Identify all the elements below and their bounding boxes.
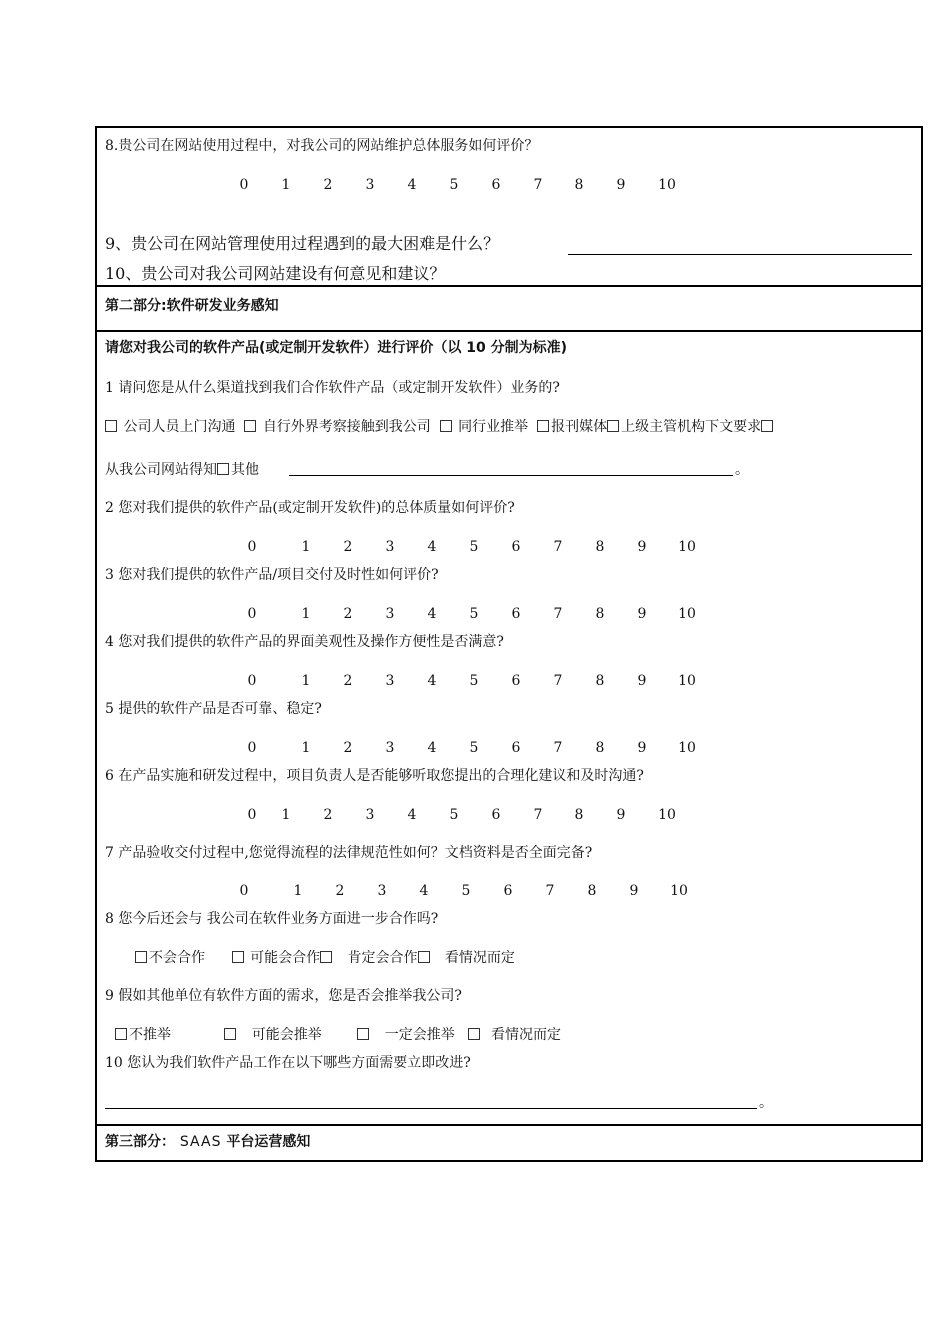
checkbox[interactable] (537, 420, 549, 432)
q9-answer-line[interactable] (568, 254, 912, 255)
option-label: 肯定会合作 (347, 950, 418, 966)
option-label: 其他 (231, 462, 259, 478)
part3-heading (105, 1133, 310, 1151)
checkbox[interactable] (440, 420, 452, 432)
q8-website-maintenance: 8.贵公司在网站使用过程中，对我公司的网站维护总体服务如何评价？ (105, 138, 539, 154)
checkbox[interactable] (320, 951, 332, 963)
rating-option-7[interactable]: 7 (533, 807, 543, 823)
rating-option-5[interactable]: 5 (469, 673, 479, 689)
part3-saas: SAAS (179, 1134, 222, 1150)
part3-prefix: 第三部分： (105, 1134, 175, 1150)
rating-option-9[interactable]: 9 (637, 740, 647, 756)
rating-option-1[interactable]: 1 (301, 673, 311, 689)
p2-q5-reliability: 5 提供的软件产品是否可靠、稳定? (105, 701, 322, 717)
rating-option-6[interactable]: 6 (511, 673, 521, 689)
row-divider (97, 330, 921, 332)
rating-option-8[interactable]: 8 (574, 807, 584, 823)
rating-option-6[interactable]: 6 (491, 177, 501, 193)
rating-option-7[interactable]: 7 (533, 177, 543, 193)
rating-option-7[interactable]: 7 (553, 606, 563, 622)
p2-q7-acceptance: 7 产品验收交付过程中,您觉得流程的法律规范性如何？文档资料是否全面完备? (105, 845, 593, 861)
rating-option-4[interactable]: 4 (427, 673, 437, 689)
rating-option-7[interactable]: 7 (545, 883, 555, 899)
rating-option-8[interactable]: 8 (595, 740, 605, 756)
part2-heading: 第二部分:软件研发业务感知 (105, 298, 279, 314)
option-label: 不会合作 (149, 950, 205, 966)
rating-option-8[interactable]: 8 (574, 177, 584, 193)
checkbox[interactable] (232, 951, 244, 963)
checkbox[interactable] (105, 420, 117, 432)
rating-option-0[interactable]: 0 (247, 807, 257, 823)
option-label: 自行外界考察接触到我公司 (262, 419, 431, 435)
checkbox[interactable] (224, 1028, 236, 1040)
rating-option-5[interactable]: 5 (461, 883, 471, 899)
rating-option-7[interactable]: 7 (553, 673, 563, 689)
rating-option-5[interactable]: 5 (449, 177, 459, 193)
rating-option-2[interactable]: 2 (323, 177, 333, 193)
p2-q9-recommend: 9 假如其他单位有软件方面的需求，您是否会推举我公司? (105, 988, 462, 1004)
q10-period: 。 (759, 1095, 773, 1111)
rating-option-1[interactable]: 1 (281, 177, 291, 193)
rating-option-3[interactable]: 3 (385, 539, 395, 555)
checkbox[interactable] (761, 420, 773, 432)
rating-option-1[interactable]: 1 (301, 740, 311, 756)
rating-option-5[interactable]: 5 (469, 740, 479, 756)
checkbox[interactable] (607, 420, 619, 432)
rating-option-0[interactable]: 0 (239, 177, 249, 193)
rating-option-3[interactable]: 3 (377, 883, 387, 899)
option-label: 从我公司网站得知 (105, 462, 217, 478)
option-label: 看情况而定 (491, 1027, 561, 1043)
rating-option-6[interactable]: 6 (511, 539, 521, 555)
checkbox[interactable] (468, 1028, 480, 1040)
rating-option-9[interactable]: 9 (616, 807, 626, 823)
p2-q1-channel: 1 请问您是从什么渠道找到我们合作软件产品（或定制开发软件）业务的? (105, 380, 560, 396)
rating-option-5[interactable]: 5 (469, 606, 479, 622)
survey-table (95, 126, 923, 1162)
rating-option-9[interactable]: 9 (637, 539, 647, 555)
rating-option-5[interactable]: 5 (469, 539, 479, 555)
p2-q3-timeliness: 3 您对我们提供的软件产品/项目交付及时性如何评价? (105, 567, 439, 583)
rating-option-3[interactable]: 3 (365, 177, 375, 193)
checkbox[interactable] (217, 463, 229, 475)
p2-q10-improvement: 10 您认为我们软件产品工作在以下哪些方面需要立即改进? (105, 1055, 471, 1071)
option-label: 报刊媒体 (551, 419, 608, 435)
option-label: 不推举 (129, 1027, 171, 1043)
rating-option-9[interactable]: 9 (616, 177, 626, 193)
rating-option-3[interactable]: 3 (385, 606, 395, 622)
q9-difficulty: 9、贵公司在网站管理使用过程遇到的最大困难是什么？ (105, 234, 500, 253)
q10-suggestions: 10、贵公司对我公司网站建设有何意见和建议？ (105, 264, 446, 283)
rating-option-1[interactable]: 1 (293, 883, 303, 899)
rating-option-8[interactable]: 8 (595, 606, 605, 622)
rating-option-0[interactable]: 0 (247, 606, 257, 622)
rating-option-8[interactable]: 8 (595, 673, 605, 689)
option-label: 一定会推举 (384, 1027, 455, 1043)
rating-option-4[interactable]: 4 (427, 539, 437, 555)
rating-option-9[interactable]: 9 (629, 883, 639, 899)
p2-q1-options-line2 (105, 461, 259, 479)
rating-option-9[interactable]: 9 (637, 606, 647, 622)
rating-option-8[interactable]: 8 (595, 539, 605, 555)
rating-option-1[interactable]: 1 (301, 539, 311, 555)
rating-option-10[interactable]: 10 (658, 177, 676, 193)
rating-option-0[interactable]: 0 (247, 740, 257, 756)
rating-option-4[interactable]: 4 (407, 177, 417, 193)
part2-intro: 请您对我公司的软件产品(或定制开发软件）进行评价（以 10 分制为标准) (105, 340, 568, 356)
rating-option-2[interactable]: 2 (343, 673, 353, 689)
checkbox[interactable] (115, 1028, 127, 1040)
rating-option-0[interactable]: 0 (247, 539, 257, 555)
rating-option-1[interactable]: 1 (281, 807, 291, 823)
p2-q2-quality: 2 您对我们提供的软件产品(或定制开发软件)的总体质量如何评价? (105, 500, 515, 516)
p2-q9-options (115, 1026, 561, 1044)
rating-option-0[interactable]: 0 (239, 883, 249, 899)
rating-option-9[interactable]: 9 (637, 673, 647, 689)
rating-option-2[interactable]: 2 (323, 807, 333, 823)
option-label: 同行业推举 (458, 419, 529, 435)
q10-answer-line[interactable] (105, 1108, 757, 1109)
rating-option-1[interactable]: 1 (301, 606, 311, 622)
rating-option-2[interactable]: 2 (343, 740, 353, 756)
p2-q4-ui-usability: 4 您对我们提供的软件产品的界面美观性及操作方便性是否满意? (105, 634, 504, 650)
option-label: 公司人员上门沟通 (123, 419, 236, 435)
rating-option-6[interactable]: 6 (511, 606, 521, 622)
part3-title: 平台运营感知 (226, 1134, 311, 1150)
p2-q1-options-line1 (105, 418, 775, 436)
rating-option-3[interactable]: 3 (385, 673, 395, 689)
option-label: 可能会推举 (251, 1027, 322, 1043)
option-label: 上级主管机构下文要求 (621, 419, 762, 435)
p2-q8-options (135, 949, 515, 967)
rating-option-0[interactable]: 0 (247, 673, 257, 689)
rating-option-2[interactable]: 2 (335, 883, 345, 899)
rating-option-10[interactable]: 10 (678, 673, 696, 689)
checkbox[interactable] (244, 420, 256, 432)
rating-option-6[interactable]: 6 (503, 883, 513, 899)
rating-option-4[interactable]: 4 (427, 740, 437, 756)
rating-option-4[interactable]: 4 (407, 807, 417, 823)
rating-option-5[interactable]: 5 (449, 807, 459, 823)
checkbox[interactable] (135, 951, 147, 963)
p2-q8-cooperation: 8 您今后还会与 我公司在软件业务方面进一步合作吗? (105, 911, 439, 927)
rating-option-4[interactable]: 4 (419, 883, 429, 899)
row-divider (97, 1124, 921, 1126)
rating-option-10[interactable]: 10 (678, 740, 696, 756)
rating-option-10[interactable]: 10 (678, 539, 696, 555)
rating-option-3[interactable]: 3 (385, 740, 395, 756)
rating-option-6[interactable]: 6 (511, 740, 521, 756)
rating-option-4[interactable]: 4 (427, 606, 437, 622)
rating-option-7[interactable]: 7 (553, 740, 563, 756)
rating-option-8[interactable]: 8 (587, 883, 597, 899)
checkbox[interactable] (418, 951, 430, 963)
rating-option-10[interactable]: 10 (670, 883, 688, 899)
option-label: 看情况而定 (444, 950, 515, 966)
option-label: 可能会合作 (250, 950, 321, 966)
rating-option-10[interactable]: 10 (678, 606, 696, 622)
checkbox[interactable] (357, 1028, 369, 1040)
rating-option-6[interactable]: 6 (491, 807, 501, 823)
rating-option-2[interactable]: 2 (343, 539, 353, 555)
p2-q6-communication: 6 在产品实施和研发过程中，项目负责人是否能够听取您提出的合理化建议和及时沟通? (105, 768, 644, 784)
rating-option-3[interactable]: 3 (365, 807, 375, 823)
rating-option-7[interactable]: 7 (553, 539, 563, 555)
row-divider (97, 285, 921, 287)
rating-option-2[interactable]: 2 (343, 606, 353, 622)
q1-period: 。 (735, 462, 749, 478)
q1-other-answer-line[interactable] (289, 475, 733, 476)
rating-option-10[interactable]: 10 (658, 807, 676, 823)
